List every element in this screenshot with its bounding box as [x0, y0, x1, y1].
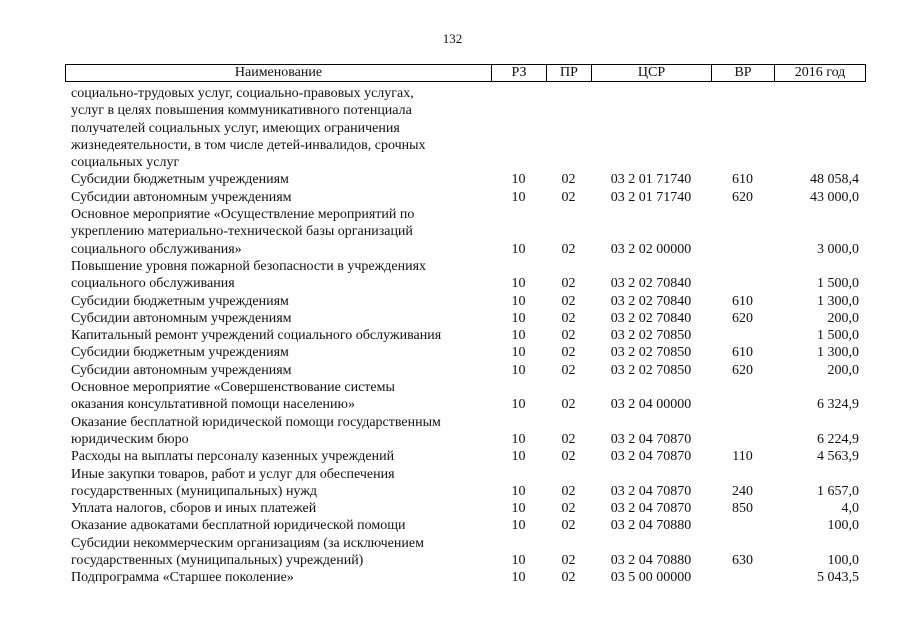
row-amount: 6 324,9 [817, 397, 859, 413]
row-name-line: социального обслуживания» [71, 241, 242, 257]
row-csr: 03 2 04 70870 [610, 449, 692, 465]
row-pr: 02 [561, 276, 576, 292]
row-csr: 03 2 04 70870 [610, 483, 692, 499]
row-pr [546, 85, 591, 171]
table-row [65, 569, 865, 586]
row-vr [711, 327, 774, 344]
row-name [65, 466, 491, 501]
row-name [65, 293, 491, 310]
row-amount: 3 000,0 [817, 241, 859, 257]
row-amount: 200,0 [827, 310, 859, 326]
row-name [65, 171, 491, 188]
row-name [65, 448, 491, 465]
row-amount: 1 500,0 [817, 328, 859, 344]
row-rz: 10 [511, 518, 526, 534]
row-name [65, 344, 491, 361]
row-vr [711, 379, 774, 414]
row-name-line: Субсидии бюджетным учреждениям [71, 345, 289, 361]
row-rz: 10 [511, 276, 526, 292]
table-row [65, 344, 865, 361]
row-csr: 03 2 02 70850 [610, 328, 692, 344]
page-number: 132 [442, 31, 463, 46]
table-row [65, 379, 865, 414]
row-name-line: государственных (муниципальных) нужд [71, 483, 318, 499]
row-name-line: услуг в целях повышения коммуникативного потенциала [71, 103, 412, 119]
row-vr: 850 [732, 501, 753, 517]
row-vr: 620 [732, 310, 753, 326]
row-name-line: получателей социальных услуг, имеющих ограничения [71, 120, 400, 136]
row-name-line: Оказание бесплатной юридической помощи государственным [71, 414, 441, 430]
row-name-line: Субсидии автономным учреждениям [71, 362, 292, 378]
row-name [65, 379, 491, 414]
row-name [65, 362, 491, 379]
row-rz: 10 [511, 553, 526, 569]
row-csr: 03 5 00 00000 [610, 570, 692, 586]
row-rz: 10 [511, 172, 526, 188]
row-amount: 1 657,0 [817, 483, 859, 499]
row-csr: 03 2 02 00000 [610, 241, 692, 257]
row-pr: 02 [561, 397, 576, 413]
table-row [65, 500, 865, 517]
row-name [65, 535, 491, 570]
row-pr: 02 [561, 345, 576, 361]
row-amount: 48 058,4 [810, 172, 859, 188]
row-vr: 610 [732, 172, 753, 188]
row-name-line: оказания консультативной помощи населению» [71, 397, 355, 413]
row-name [65, 517, 491, 534]
row-amount: 1 300,0 [817, 293, 859, 309]
row-vr: 620 [732, 362, 753, 378]
row-name-line: Основное мероприятие «Осуществление мероприятий по [71, 207, 415, 223]
row-rz: 10 [511, 501, 526, 517]
row-vr [711, 85, 774, 171]
row-name-line: Субсидии автономным учреждениям [71, 189, 292, 205]
row-amount: 4 563,9 [817, 449, 859, 465]
table-row [65, 448, 865, 465]
row-pr: 02 [561, 172, 576, 188]
row-amount: 4,0 [841, 501, 859, 517]
row-rz: 10 [511, 449, 526, 465]
row-name-line: Основное мероприятие «Совершенствование системы [71, 380, 395, 396]
row-name [65, 258, 491, 293]
row-pr: 02 [561, 293, 576, 309]
row-name [65, 500, 491, 517]
header-year: 2016 год [775, 65, 866, 82]
row-pr: 02 [561, 328, 576, 344]
row-name [65, 206, 491, 258]
row-csr: 03 2 02 70850 [610, 362, 692, 378]
table-row [65, 310, 865, 327]
row-amount: 6 224,9 [817, 431, 859, 447]
row-name-line: жизнедеятельности, в том числе детей-инвалидов, срочных [71, 137, 426, 153]
row-csr: 03 2 04 70870 [610, 431, 692, 447]
row-rz: 10 [511, 431, 526, 447]
row-name-line: Субсидии автономным учреждениям [71, 310, 292, 326]
row-vr: 240 [732, 483, 753, 499]
table-row [65, 85, 865, 171]
row-name-line: социально-трудовых услуг, социально-правовых услугах, [71, 86, 414, 101]
row-rz [491, 85, 546, 171]
row-csr: 03 2 04 70880 [610, 553, 692, 569]
row-vr: 630 [732, 553, 753, 569]
row-pr: 02 [561, 362, 576, 378]
row-name-line: Иные закупки товаров, работ и услуг для обеспечения [71, 466, 395, 482]
table-row [65, 189, 865, 206]
row-amount: 43 000,0 [810, 189, 859, 205]
row-name-line: укреплению материально-технической базы организаций [71, 224, 413, 240]
table-row [65, 171, 865, 188]
row-vr: 620 [732, 189, 753, 205]
header-rz: РЗ [492, 65, 547, 82]
row-vr [711, 414, 774, 449]
row-vr: 110 [732, 449, 753, 465]
row-csr: 03 2 02 70840 [610, 293, 692, 309]
row-rz: 10 [511, 570, 526, 586]
row-rz: 10 [511, 241, 526, 257]
row-name-line: Повышение уровня пожарной безопасности в учреждениях [71, 258, 427, 274]
table-row [65, 293, 865, 310]
row-csr: 03 2 01 71740 [610, 172, 692, 188]
row-name [65, 310, 491, 327]
row-amount: 200,0 [827, 362, 859, 378]
row-amount: 1 300,0 [817, 345, 859, 361]
row-name [65, 569, 491, 586]
row-pr: 02 [561, 431, 576, 447]
row-amount [774, 85, 865, 171]
table-body [65, 85, 865, 587]
header-vr: ВР [712, 65, 775, 82]
table-header [65, 64, 866, 82]
row-name-line: государственных (муниципальных) учреждений) [71, 553, 364, 569]
row-csr [591, 85, 711, 171]
row-rz: 10 [511, 293, 526, 309]
row-csr: 03 2 04 00000 [610, 397, 692, 413]
header-name: Наименование [66, 65, 492, 82]
row-name-line: Расходы на выплаты персоналу казенных учреждений [71, 449, 395, 465]
row-pr: 02 [561, 189, 576, 205]
row-vr: 610 [732, 345, 753, 361]
row-rz: 10 [511, 310, 526, 326]
budget-table [65, 85, 865, 587]
row-csr: 03 2 02 70840 [610, 310, 692, 326]
row-name-line: Капитальный ремонт учреждений социального обслуживания [71, 328, 442, 344]
row-name-line: Оказание адвокатами бесплатной юридической помощи [71, 518, 406, 534]
row-rz: 10 [511, 345, 526, 361]
table-row [65, 517, 865, 534]
table-row [65, 466, 865, 501]
row-pr: 02 [561, 501, 576, 517]
row-rz: 10 [511, 328, 526, 344]
row-rz: 10 [511, 483, 526, 499]
row-amount: 100,0 [827, 553, 859, 569]
row-amount: 1 500,0 [817, 276, 859, 292]
row-csr: 03 2 04 70880 [610, 518, 692, 534]
row-csr: 03 2 02 70850 [610, 345, 692, 361]
row-name-line: Субсидии некоммерческим организациям (за исключением [71, 535, 424, 551]
row-csr: 03 2 04 70870 [610, 501, 692, 517]
row-name-line: юридическим бюро [71, 431, 189, 447]
row-csr: 03 2 02 70840 [610, 276, 692, 292]
row-name-line: социального обслуживания [71, 276, 235, 292]
row-vr: 610 [732, 293, 753, 309]
row-vr [711, 569, 774, 586]
row-pr: 02 [561, 449, 576, 465]
row-name [65, 189, 491, 206]
table-row [65, 327, 865, 344]
table-row [65, 414, 865, 449]
row-pr: 02 [561, 518, 576, 534]
header-csr: ЦСР [592, 65, 712, 82]
row-pr: 02 [561, 483, 576, 499]
row-amount: 5 043,5 [817, 570, 859, 586]
row-name-line: Субсидии бюджетным учреждениям [71, 293, 289, 309]
row-vr [711, 517, 774, 534]
row-pr: 02 [561, 553, 576, 569]
row-rz: 10 [511, 362, 526, 378]
table-row [65, 258, 865, 293]
row-rz: 10 [511, 397, 526, 413]
row-vr [711, 258, 774, 293]
row-rz: 10 [511, 189, 526, 205]
table-row [65, 206, 865, 258]
row-name-line: Подпрограмма «Старшее поколение» [71, 570, 294, 586]
row-name-line: Уплата налогов, сборов и иных платежей [71, 501, 317, 517]
row-pr: 02 [561, 310, 576, 326]
row-name [65, 327, 491, 344]
row-name [65, 85, 491, 171]
row-pr: 02 [561, 241, 576, 257]
header-pr: ПР [547, 65, 592, 82]
row-name-line: Субсидии бюджетным учреждениям [71, 172, 289, 188]
row-amount: 100,0 [827, 518, 859, 534]
row-name [65, 414, 491, 449]
table-row [65, 362, 865, 379]
table-row [65, 535, 865, 570]
row-vr [711, 206, 774, 258]
row-name-line: социальных услуг [71, 155, 180, 171]
row-pr: 02 [561, 570, 576, 586]
row-csr: 03 2 01 71740 [610, 189, 692, 205]
